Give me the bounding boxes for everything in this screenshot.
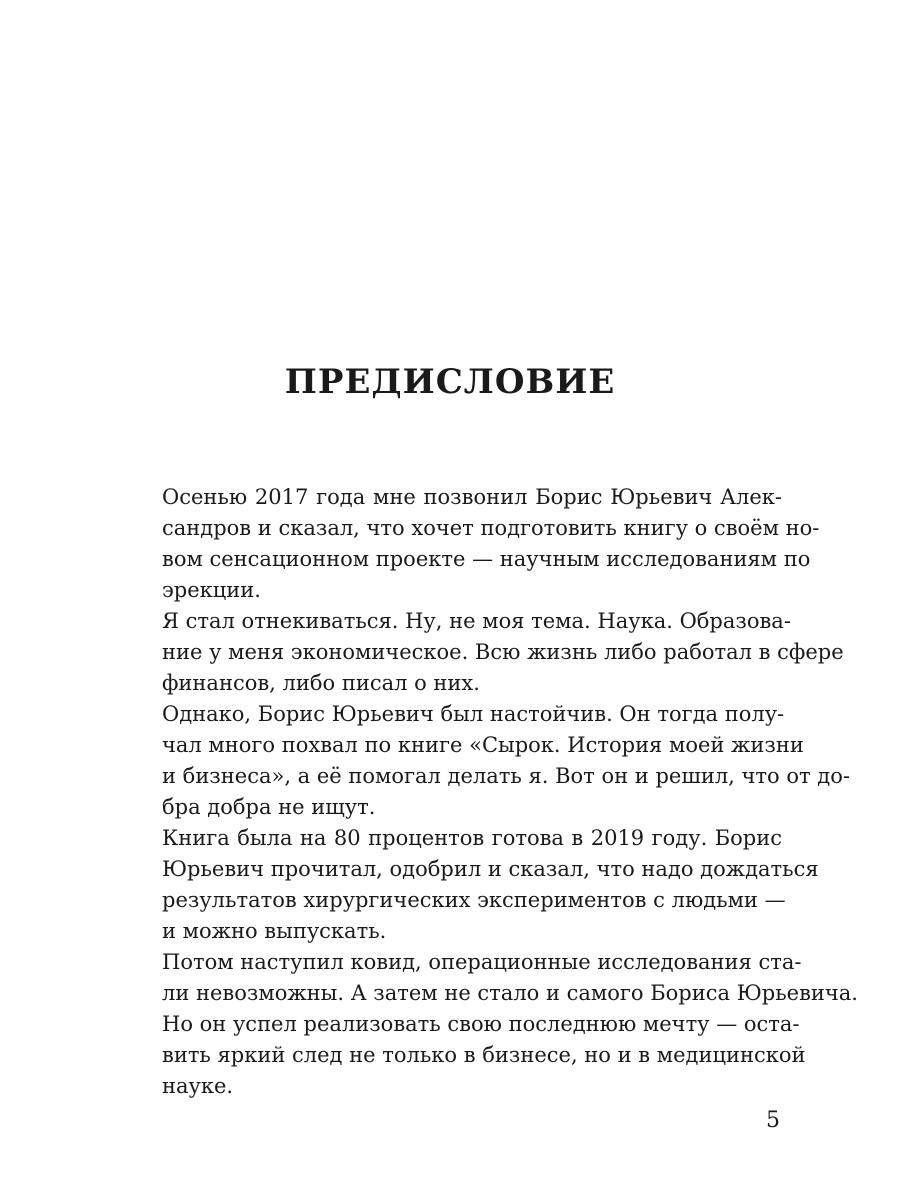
text-line: вить яркий след не только в бизнесе, но и в медицинской [162, 1043, 806, 1067]
paragraph [122, 482, 820, 606]
paragraph [122, 947, 858, 1009]
text-line: и бизнеса», а её помогал делать я. Вот он и решил, что от до- [162, 764, 850, 788]
paragraph [122, 699, 850, 823]
body-text [122, 482, 858, 1102]
text-line: сандров и сказал, что хочет подготовить книгу о своём но- [162, 516, 820, 540]
text-line: вом сенсационном проекте — научным исследованиям по [162, 547, 811, 571]
text-line: бра добра не ищут. [162, 795, 376, 819]
text-line: Я стал отнекиваться. Ну, не моя тема. Наука. Образова- [162, 609, 791, 633]
text-line: финансов, либо писал о них. [162, 671, 480, 695]
text-line: Юрьевич прочитал, одобрил и сказал, что надо дождаться [162, 857, 819, 881]
text-line: и можно выпускать. [162, 919, 387, 943]
text-line: результатов хирургических экспериментов с людьми — [162, 888, 786, 912]
text-line: Книга была на 80 процентов готова в 2019 году. Борис [162, 826, 782, 850]
chapter-title: ПРЕДИСЛОВИЕ [284, 362, 616, 402]
text-line: Потом наступил ковид, операционные исследования ста- [162, 950, 802, 974]
paragraph [122, 1009, 806, 1102]
page-number: 5 [766, 1108, 780, 1133]
text-line: Однако, Борис Юрьевич был настойчив. Он тогда полу- [162, 702, 785, 726]
text-line: науке. [162, 1074, 234, 1098]
text-line: ние у меня экономическое. Всю жизнь либо работал в сфере [162, 640, 844, 664]
paragraph [122, 823, 819, 947]
text-line: ли невозможны. А затем не стало и самого Бориса Юрьевича. [162, 981, 858, 1005]
text-line: чал много похвал по книге «Сырок. История моей жизни [162, 733, 804, 757]
text-line: эрекции. [162, 578, 261, 602]
text-line: Но он успел реализовать свою последнюю мечту — оста- [162, 1012, 800, 1036]
paragraph [122, 606, 844, 699]
text-line: Осенью 2017 года мне позвонил Борис Юрьевич Алек- [162, 485, 782, 509]
